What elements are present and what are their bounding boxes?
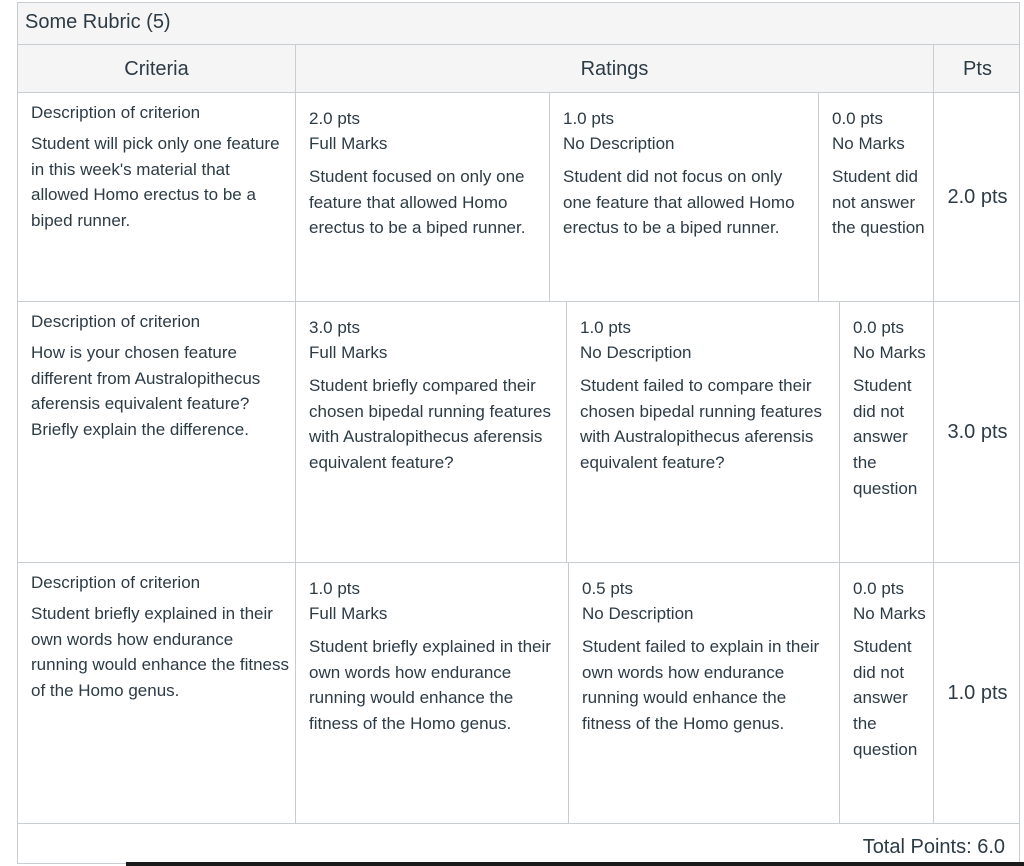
- rubric-table: [17, 2, 1020, 864]
- criterion-points: 3.0 pts: [933, 302, 1021, 562]
- criterion-text: How is your chosen feature different from Australopithecus aferensis equivalent feature? Briefly explain the difference.: [31, 343, 261, 440]
- rubric-header-row: [18, 45, 1019, 93]
- rating-description: Student briefly compared their chosen bipedal running features with Australopithecus aferensis equivalent feature?: [309, 376, 551, 473]
- rating-no-description[interactable]: [568, 563, 839, 823]
- rating-name: No Marks: [832, 134, 905, 153]
- rating-description: Student focused on only one feature that allowed Homo erectus to be a biped runner.: [309, 167, 526, 238]
- rating-points: 3.0 pts: [309, 318, 361, 337]
- rating-no-marks[interactable]: [818, 93, 933, 301]
- criterion-cell: [18, 93, 295, 301]
- rating-name: No Marks: [853, 604, 926, 623]
- rating-description: Student did not answer the question: [853, 376, 918, 498]
- rating-no-marks[interactable]: [839, 563, 933, 823]
- rating-no-marks[interactable]: [839, 302, 933, 562]
- criterion-row-1: [18, 93, 1019, 302]
- bottom-edge-bar: [126, 862, 1024, 866]
- total-row: [18, 824, 1019, 865]
- total-points: Total Points: 6.0: [862, 836, 1005, 858]
- rating-description: Student failed to compare their chosen bipedal running features with Australopithecus aferensis equivalent feature?: [580, 376, 822, 473]
- rating-points: 2.0 pts: [309, 109, 361, 128]
- rating-name: Full Marks: [309, 604, 388, 623]
- rating-name: Full Marks: [309, 134, 388, 153]
- rating-no-description[interactable]: [566, 302, 839, 562]
- criterion-text: Student briefly explained in their own words how endurance running would enhance the fitness of the Homo genus.: [31, 604, 290, 701]
- rating-no-description[interactable]: [549, 93, 818, 301]
- ratings-header: Ratings: [295, 45, 933, 93]
- rating-points: 1.0 pts: [580, 318, 632, 337]
- rating-name: No Description: [580, 343, 692, 362]
- rating-description: Student failed to explain in their own words how endurance running would enhance the fitness of the Homo genus.: [582, 637, 820, 734]
- rating-points: 0.0 pts: [853, 318, 905, 337]
- rating-points: 0.5 pts: [582, 579, 634, 598]
- pts-header: Pts: [933, 45, 1021, 93]
- rating-description: Student did not answer the question: [832, 167, 925, 238]
- rating-description: Student did not answer the question: [853, 637, 918, 759]
- criterion-label: Description of criterion: [31, 312, 201, 331]
- criterion-label: Description of criterion: [31, 573, 201, 592]
- criterion-points: 2.0 pts: [933, 93, 1021, 301]
- criterion-row-3: [18, 563, 1019, 824]
- rubric-title: Some Rubric (5): [25, 11, 171, 33]
- criterion-points: 1.0 pts: [933, 563, 1021, 823]
- rating-full-marks[interactable]: [295, 563, 568, 823]
- rating-points: 1.0 pts: [563, 109, 615, 128]
- criterion-text: Student will pick only one feature in this week's material that allowed Homo erectus to be a biped runner.: [31, 134, 280, 231]
- criterion-cell: [18, 302, 295, 562]
- rating-name: No Description: [563, 134, 675, 153]
- rating-points: 0.0 pts: [853, 579, 905, 598]
- rating-name: Full Marks: [309, 343, 388, 362]
- rating-full-marks[interactable]: [295, 302, 566, 562]
- criterion-row-2: [18, 302, 1019, 563]
- criterion-label: Description of criterion: [31, 103, 201, 122]
- rating-points: 1.0 pts: [309, 579, 361, 598]
- rating-description: Student did not focus on only one feature that allowed Homo erectus to be a biped runner.: [563, 167, 795, 238]
- criteria-header: Criteria: [124, 57, 189, 80]
- criterion-cell: [18, 563, 295, 823]
- rating-full-marks[interactable]: [295, 93, 549, 301]
- rating-name: No Description: [582, 604, 694, 623]
- rating-description: Student briefly explained in their own words how endurance running would enhance the fitness of the Homo genus.: [309, 637, 551, 734]
- rating-points: 0.0 pts: [832, 109, 884, 128]
- rubric-title-bar: [18, 3, 1019, 45]
- rating-name: No Marks: [853, 343, 926, 362]
